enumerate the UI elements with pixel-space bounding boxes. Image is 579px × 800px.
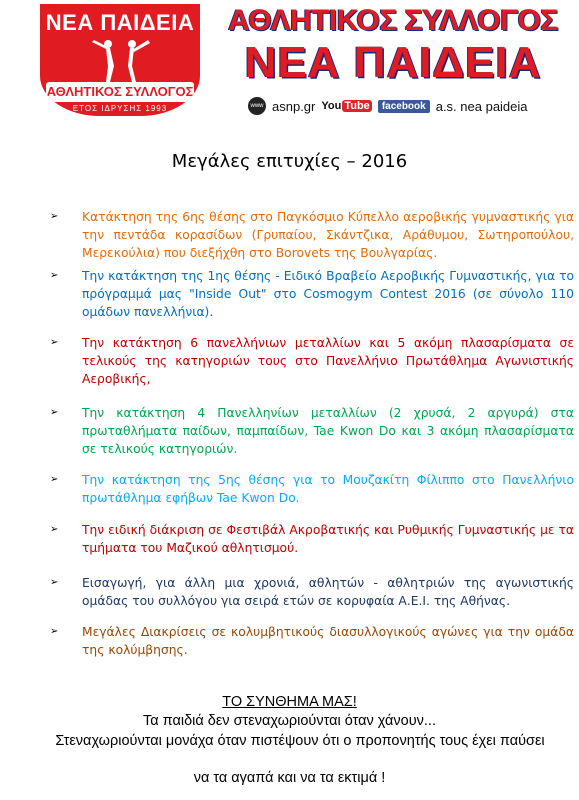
achievement-text: Εισαγωγή, για άλλη μια χρονιά, αθλητών - αθλητριών της αγωνιστικής ομάδας του συλλόγου για σειρά ετών σε κορυφαία Α.Ε.Ι. της Αθήνας. [82,576,574,608]
website-link[interactable]: asnp.gr [272,98,316,114]
achievement-text: Την κατάκτηση της 5ης θέσης για το Μουζακίτη Φίλιππο στο Πανελλήνιο πρωτάθλημα εφήβων Tae Kwon Do. [82,473,574,505]
achievement-text: Κατάκτηση της 6ης θέσης στο Παγκόσμιο Κύπελλο αεροβικής γυμναστικής για την πεντάδα κορασίδων (Γρυπαίου, Σκάντζικα, Αράθυμου, Σωτηροπούλου, Μερεκούλια) που διεξήχθη στο Borovets της Βουλγαρίας. [82,210,574,260]
bullet-arrow-icon: ➢ [50,270,59,281]
bullet-arrow-icon: ➢ [50,407,59,418]
gymnast-figures-icon [88,38,152,84]
youtube-you-text: You [321,100,342,112]
bullet-arrow-icon: ➢ [50,474,59,485]
motto-line-3: να τα αγαπά και να τα εκτιμά ! [193,770,386,786]
logo-top-text: ΝΕΑ ΠΑΙΔΕΙΑ [45,10,195,35]
youtube-tube-text: Tube [344,100,370,112]
motto-line-1: Τα παιδιά δεν στεναχωριούνται όταν χάνουν... [142,713,436,729]
facebook-page-link[interactable]: a.s. nea paideia [435,98,528,114]
achievement-text: Μεγάλες Διακρίσεις σε κολυμβητικούς διασυλλογικούς αγώνες για την ομάδα της κολύμβησης. [82,625,574,657]
achievement-text: Την κατάκτηση 6 πανελλήνιων μεταλλίων και 5 ακόμη πλασαρίσματα σε τελικούς της κατηγοριών τους στο Πανελλήνιο Πρωτάθλημα Αγωνιστικής Αεροβικής, [82,336,574,386]
youtube-icon[interactable] [321,100,371,112]
achievement-text: Την κατάκτηση 4 Πανελληνίων μεταλλίων (2 χρυσά, 2 αργυρά) στα πρωταθλήματα παίδων, παμπαίδων, Tae Kwon Do και 3 ακόμη πλασαρίσματα σε τελικούς κατηγοριών. [82,406,574,456]
brand-line-2: ΝΕΑ ΠΑΙΔΕΙΑ [244,38,542,87]
page-title: Μεγάλες επιτυχίες – 2016 [171,151,408,172]
motto-heading: ΤΟ ΣΥΝΘΗΜΑ ΜΑΣ! [222,694,357,710]
bullet-arrow-icon: ➢ [50,626,59,637]
bullet-arrow-icon: ➢ [50,577,59,588]
bullet-arrow-icon: ➢ [50,524,59,535]
logo-banner: ΑΘΛΗΤΙΚΟΣ ΣΥΛΛΟΓΟΣ [46,82,194,102]
logo-established: ΕΤΟΣ ΙΔΡΥΣΗΣ 1993 [72,104,168,113]
bullet-arrow-icon: ➢ [50,337,59,348]
motto-line-2: Στεναχωριούνται μονάχα όταν πιστέψουν ότι ο προπονητής τους έχει παύσει [55,733,545,749]
www-icon: www [248,97,266,115]
achievement-text: Την κατάκτηση της 1ης θέσης - Ειδικό Βραβείο Αεροβικής Γυμναστικής, για το πρόγραμμά μας "Inside Out" στο Cosmogym Contest 2016 (σε σύνολο 110 ομάδων πανελλήνια). [82,269,574,319]
club-logo [40,4,200,116]
facebook-icon[interactable]: facebook [378,100,430,113]
social-links [248,96,528,116]
bullet-arrow-icon: ➢ [50,211,59,222]
achievement-text: Την ειδική διάκριση σε Φεστιβάλ Ακροβατικής και Ρυθμικής Γυμναστικής με τα τμήματα του Μαζικού αθλητισμού. [82,523,574,555]
brand-line-1: ΑΘΛΗΤΙΚΟΣ ΣΥΛΛΟΓΟΣ [228,4,558,37]
